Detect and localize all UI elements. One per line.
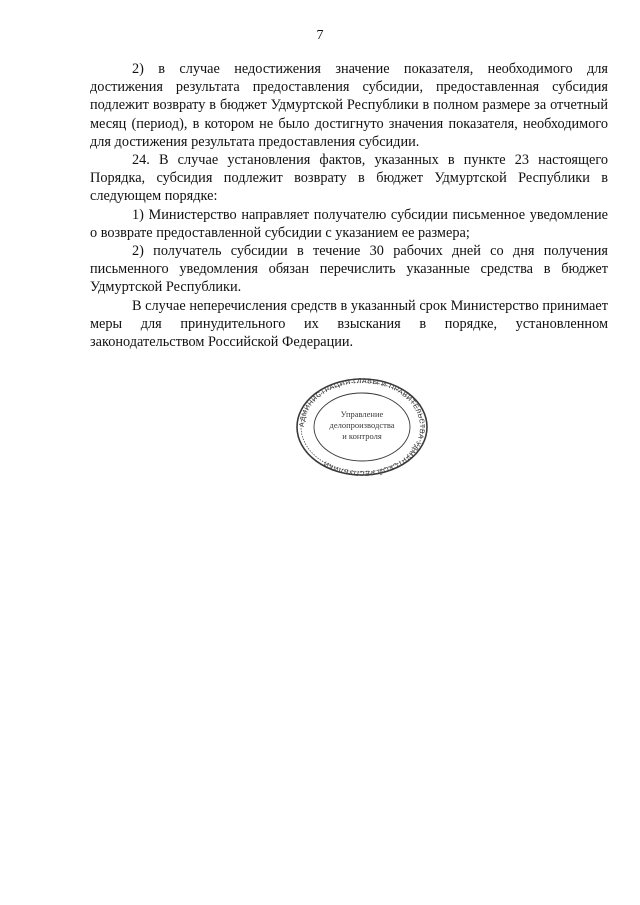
document-body bbox=[90, 60, 608, 351]
paragraph-step-2: 2) получатель субсидии в течение 30 рабочих дней со дня получения письменного уведомления обязан перечислить указанные средства в бюджет Удмуртской Республики. bbox=[90, 243, 608, 296]
official-seal-stamp bbox=[294, 377, 430, 477]
paragraph-step-1: 1) Министерство направляет получателю субсидии письменное уведомление о возврате предоставленной субсидии с указанием ее размера; bbox=[90, 206, 608, 241]
seal-center-line-1: Управление bbox=[340, 409, 384, 419]
paragraph-enforcement: В случае неперечисления средств в указанный срок Министерство принимает меры для принудительного их взыскания в порядке, установленном законодательством Российской Федерации. bbox=[90, 297, 608, 351]
paragraph-item-24: 24. В случае установления фактов, указанных в пункте 23 настоящего Порядка, субсидия подлежит возврату в бюджет Удмуртской Республики в следующем порядке: bbox=[90, 152, 608, 205]
seal-icon bbox=[294, 377, 430, 477]
seal-center-line-3: и контроля bbox=[342, 431, 382, 441]
seal-ring-text: АДМИНИСТРАЦИЯ ГЛАВЫ И ПРАВИТЕЛЬСТВА УДМУРТСКОЙ РЕСПУБЛИКИ bbox=[298, 377, 426, 477]
seal-center-line-2: делопроизводства bbox=[329, 420, 395, 430]
paragraph-clause-2: 2) в случае недостижения значение показателя, необходимого для достижения результата предоставления субсидии, предоставленная субсидия подлежит возврату в бюджет Удмуртской Республики в полном размере за отчетный месяц (период), в котором не было достигнуто значения показателя, необходимого для достижения результата предоставления субсидии. bbox=[90, 61, 608, 150]
page-number: 7 bbox=[316, 28, 324, 43]
